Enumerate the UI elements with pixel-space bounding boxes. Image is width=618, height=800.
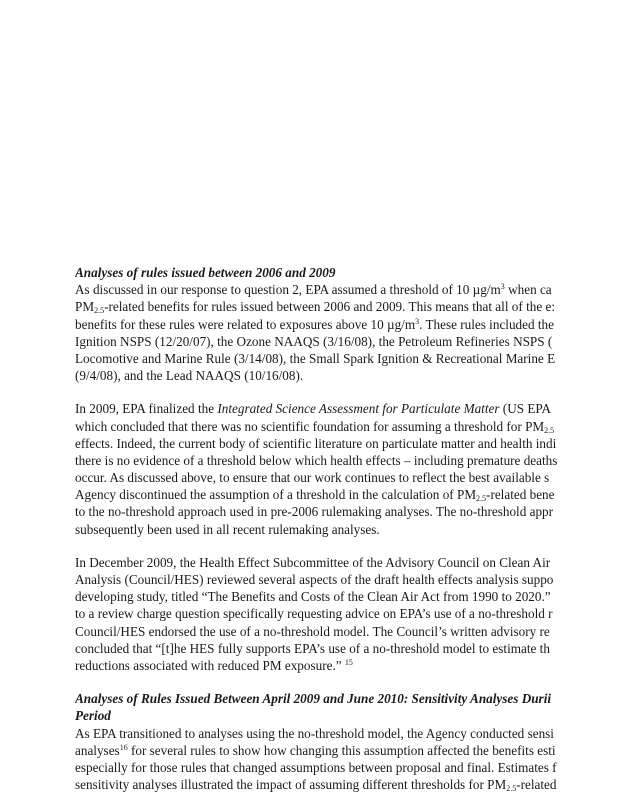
paragraph <box>75 281 618 384</box>
text-line: (9/4/08), and the Lead NAAQS (10/16/08). <box>75 368 304 384</box>
text-line: benefits for these rules were related to exposures above 10 $\mu g/m^3$. These rules included the <box>75 316 554 332</box>
section-heading-continued: Period <box>75 708 111 724</box>
text-line: to a review charge question specifically requesting advice on EPA’s use of a no-threshold r <box>75 606 553 622</box>
text-line: sensitivity analyses illustrated the impact of assuming different thresholds for $PM_{2.5}$-related <box>75 777 557 794</box>
text-line: subsequently been used in all recent rulemaking analyses. <box>75 521 380 537</box>
text-line: Ignition NSPS (12/20/07), the Ozone NAAQS (3/16/08), the Petroleum Refineries NSPS ( <box>75 333 553 349</box>
text-line: concluded that “[t]he HES fully supports EPA’s use of a no-threshold model to estimate th <box>75 640 550 656</box>
document-page <box>75 264 618 793</box>
text-line: In December 2009, the Health Effect Subcommittee of the Advisory Council on Clean Air <box>75 554 551 570</box>
text-line: $PM_{2.5}$-related benefits for rules issued between 2006 and 2009. This means that all of the e: <box>75 299 555 316</box>
text-line: to the no-threshold approach used in pre-2006 rulemaking analyses. The no-threshold appr <box>75 504 554 520</box>
section-heading: Analyses of rules issued between 2006 and 2009 <box>75 265 336 280</box>
text-line: reductions associated with reduced PM exposure.” $^{15}$ <box>75 657 353 673</box>
paragraph <box>75 554 618 674</box>
text-line: developing study, titled “The Benefits and Costs of the Clean Air Act from 1990 to 2020.” <box>75 589 551 605</box>
text-line: In 2009, EPA finalized the Integrated Science Assessment for Particulate Matter (US EPA <box>75 401 552 417</box>
text-line: analyses$^{16}$ for several rules to show how changing this assumption affected the benefits esti <box>75 742 556 758</box>
text-line: especially for those rules that changed assumptions between proposal and final. Estimates f <box>75 759 557 775</box>
text-line: Council/HES endorsed the use of a no-threshold model. The Council’s written advisory re <box>75 623 550 639</box>
text-line: Analysis (Council/HES) reviewed several aspects of the draft health effects analysis suppo <box>75 572 554 587</box>
text-line: Locomotive and Marine Rule (3/14/08), the Small Spark Ignition & Recreational Marine E <box>75 350 556 366</box>
text-line: which concluded that there was no scientific foundation for assuming a threshold for $PM_{2.5}$ <box>75 418 555 435</box>
paragraph <box>75 725 618 794</box>
section-heading: Analyses of Rules Issued Between April 2009 and June 2010: Sensitivity Analyses Durii <box>75 691 552 707</box>
text-line: As EPA transitioned to analyses using the no-threshold model, the Agency conducted sensi <box>75 725 554 741</box>
text-line: As discussed in our response to question 2, EPA assumed a threshold of 10 $\mu g/m^3$ when ca <box>75 282 552 298</box>
paragraph <box>75 400 618 538</box>
text-line: there is no evidence of a threshold below which health effects – including premature deaths <box>75 452 558 468</box>
text-line: effects. Indeed, the current body of scientific literature on particulate matter and health indi <box>75 435 557 451</box>
text-line: occur. As discussed above, to ensure that our work continues to reflect the best available s <box>75 470 550 486</box>
text-line: Agency discontinued the assumption of a threshold in the calculation of $PM_{2.5}$-related bene <box>75 487 555 504</box>
